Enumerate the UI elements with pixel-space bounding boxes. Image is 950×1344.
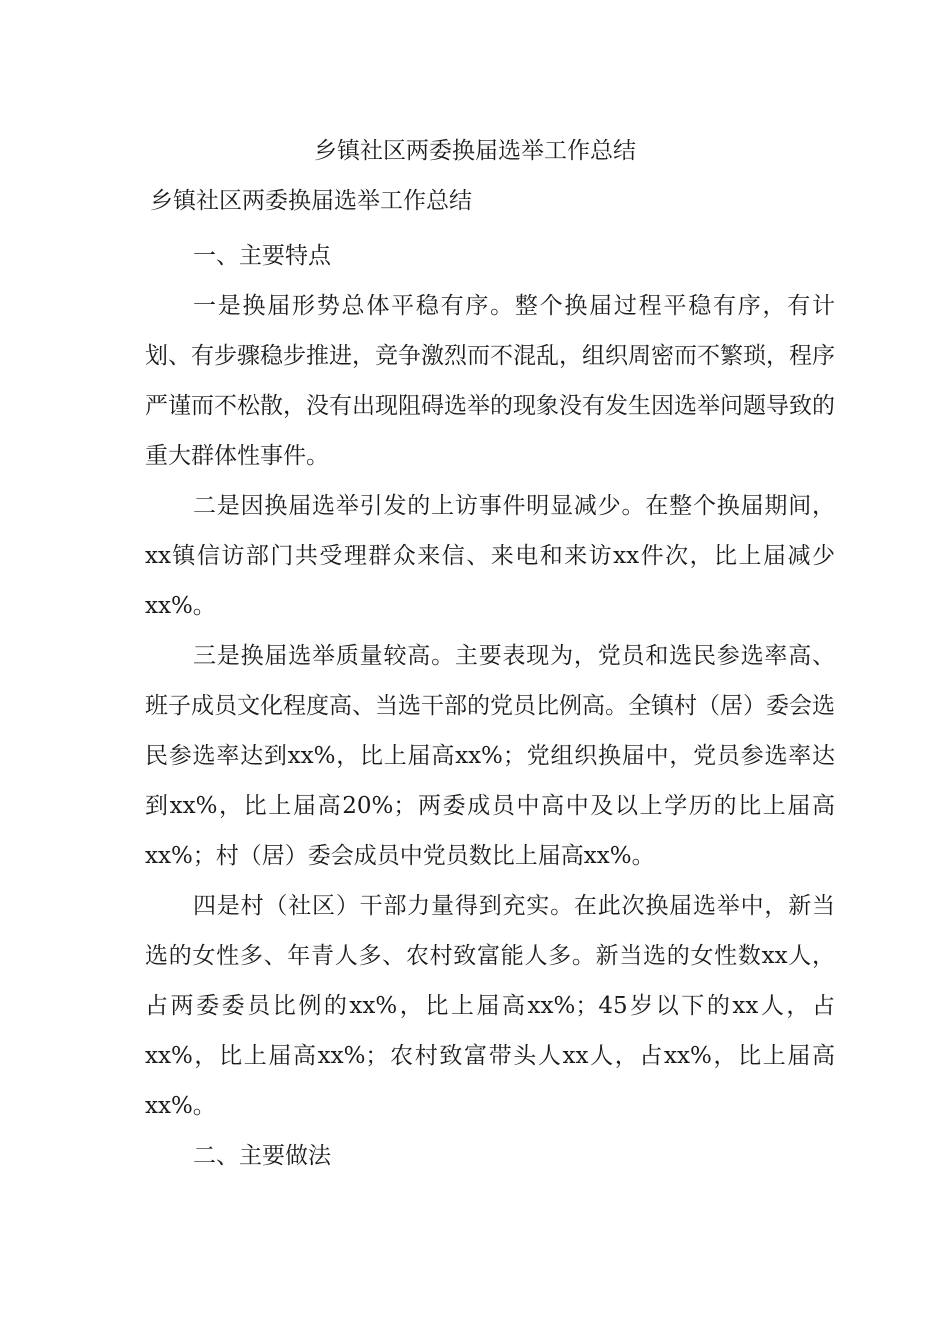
document-subtitle: 乡镇社区两委换届选举工作总结: [150, 188, 472, 214]
document-title: 乡镇社区两委换届选举工作总结: [314, 138, 636, 164]
document-body: [145, 231, 835, 1181]
section-heading-main-features: 一、主要特点: [193, 243, 331, 269]
section-heading-main-practices: 二、主要做法: [193, 1143, 331, 1169]
paragraph-stable-election: 一是换届形势总体平稳有序。整个换届过程平稳有序，有计划、有步骤稳步推进，竞争激烈而不混乱，组织周密而不繁琐，程序严谨而不松散，没有出现阻碍选举的现象没有发生因选举问题导致的重大群体性事件。: [145, 293, 835, 469]
paragraph-election-quality: 三是换届选举质量较高。主要表现为，党员和选民参选率高、班子成员文化程度高、当选干部的党员比例高。全镇村（居）委会选民参选率达到xx%，比上届高xx%；党组织换届中，党员参选率达到xx%，比上届高20%；两委成员中高中及以上学历的比上届高xx%；村（居）委会成员中党员数比上届高xx%。: [145, 643, 835, 869]
paragraph-cadre-strength: 四是村（社区）干部力量得到充实。在此次换届选举中，新当选的女性多、年青人多、农村致富能人多。新当选的女性数xx人，占两委委员比例的xx%，比上届高xx%；45岁以下的xx人，占xx%，比上届高xx%；农村致富带头人xx人，占xx%，比上届高xx%。: [145, 893, 835, 1119]
paragraph-petitions-reduced: 二是因换届选举引发的上访事件明显减少。在整个换届期间，xx镇信访部门共受理群众来信、来电和来访xx件次，比上届减少xx%。: [145, 493, 835, 619]
